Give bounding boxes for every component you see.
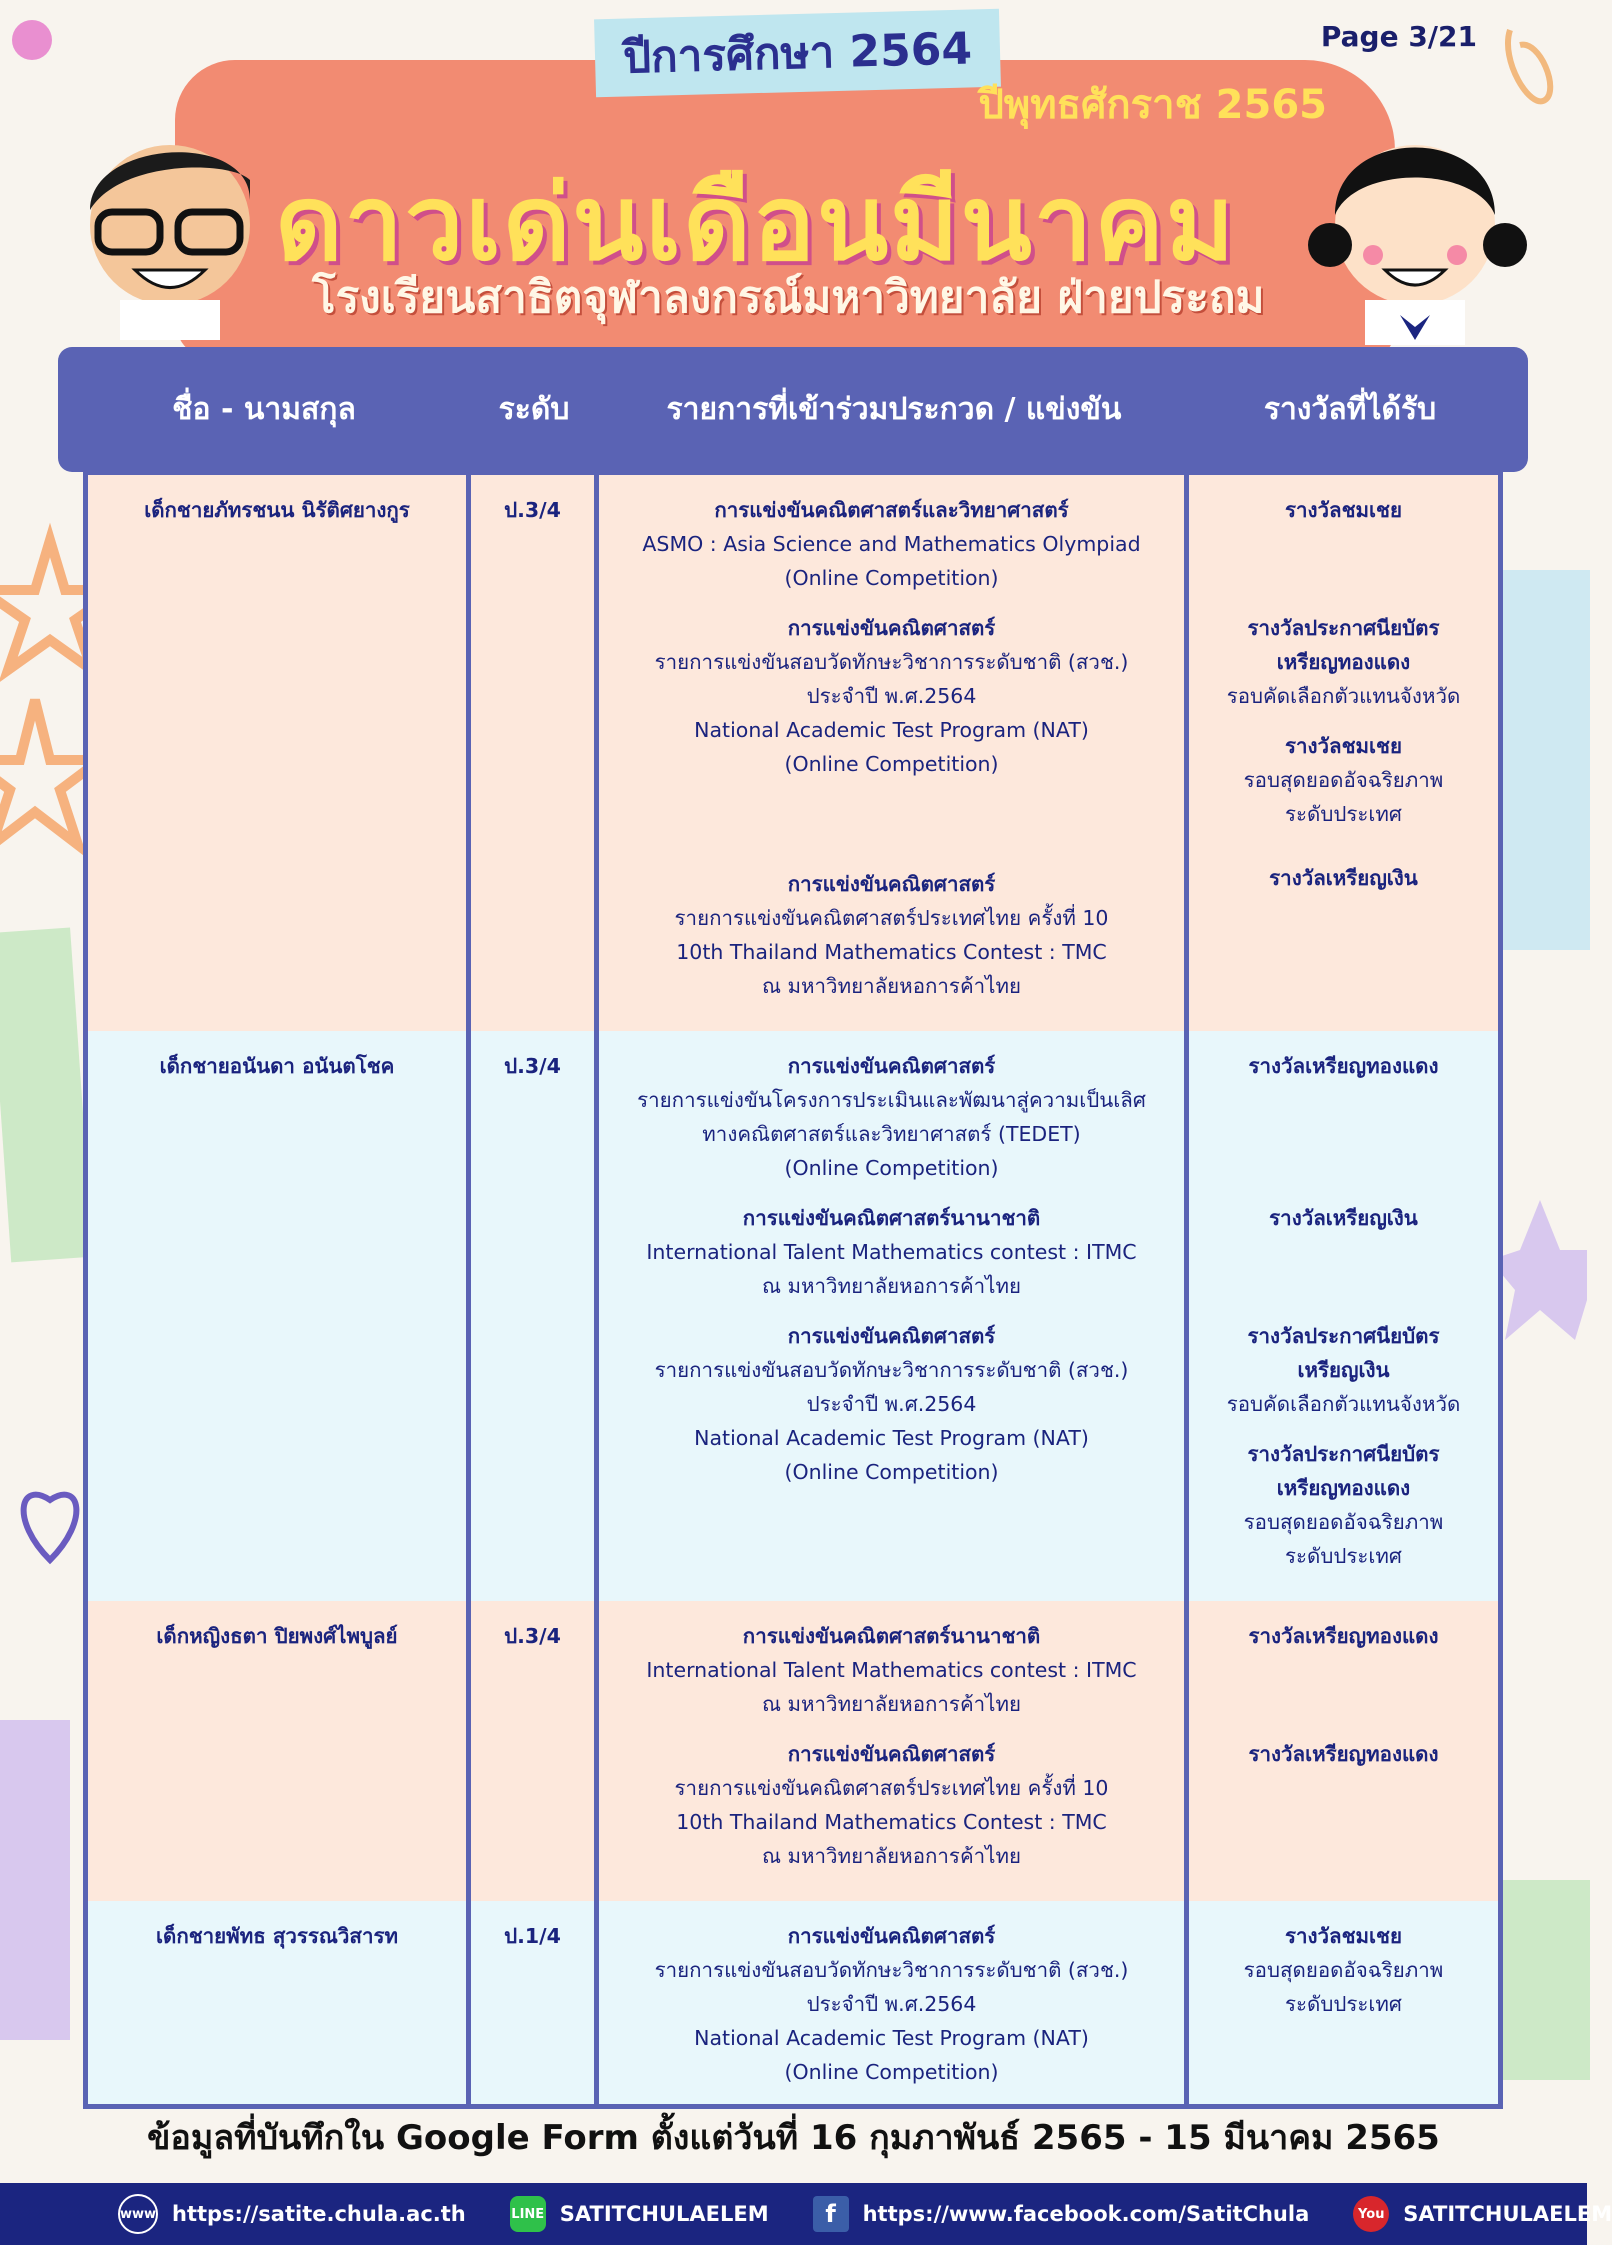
competition-cell bbox=[597, 1601, 1187, 1901]
student-name: เด็กชายพัทธ สุวรรณวิสารท bbox=[86, 1901, 469, 2106]
competition-cell bbox=[597, 473, 1187, 1032]
paper-decoration bbox=[1500, 1880, 1590, 2080]
website-link[interactable] bbox=[118, 2194, 466, 2234]
award-entry: รางวัลเหรียญทองแดง bbox=[1248, 1742, 1439, 1766]
globe-icon: www bbox=[118, 2194, 158, 2234]
student-name: เด็กชายภัทรชนน นิรัติศยางกูร bbox=[86, 473, 469, 1032]
facebook-icon: f bbox=[813, 2196, 849, 2232]
paper-decoration bbox=[1500, 570, 1590, 950]
award-cell bbox=[1187, 473, 1501, 1032]
award-entry: รางวัลประกาศนียบัตร เหรียญทองแดง รอบคัดเลือกตัวแทนจังหวัด bbox=[1226, 616, 1461, 708]
student-name: เด็กชายอนันดา อนันตโชค bbox=[86, 1031, 469, 1601]
table-row bbox=[86, 1031, 1501, 1601]
table-row bbox=[86, 1601, 1501, 1901]
facebook-url: https://www.facebook.com/SatitChula bbox=[862, 2202, 1310, 2226]
award-entry: รางวัลประกาศนียบัตร เหรียญเงิน รอบคัดเลือกตัวแทนจังหวัด bbox=[1226, 1324, 1461, 1416]
award-cell bbox=[1187, 1601, 1501, 1901]
page-number: Page 3/21 bbox=[1320, 20, 1477, 53]
line-account: SATITCHULAELEM bbox=[559, 2202, 769, 2226]
pushpin-decoration bbox=[12, 20, 52, 60]
competition-entry: การแข่งขันคณิตศาสตร์ รายการแข่งขันสอบวัดทักษะวิชาการระดับชาติ (สวช.) ประจำปี พ.ศ.2564 National Academic Test Program (NAT) (Online Competition) bbox=[654, 1324, 1129, 1484]
page-title: ดาวเด่นเดือนมีนาคม bbox=[275, 162, 1237, 284]
student-level: ป.3/4 bbox=[469, 1031, 597, 1601]
student-name: เด็กหญิงธตา ปิยพงศ์ไพบูลย์ bbox=[86, 1601, 469, 1901]
award-entry: รางวัลชมเชย รอบสุดยอดอัจฉริยภาพ ระดับประเทศ bbox=[1243, 1924, 1444, 2016]
competition-entry: การแข่งขันคณิตศาสตร์นานาชาติ International Talent Mathematics contest : ITMC ณ มหาวิทยาลัยหอการค้าไทย bbox=[646, 1624, 1137, 1716]
website-url: https://satite.chula.ac.th bbox=[172, 2202, 466, 2226]
student-level: ป.3/4 bbox=[469, 1601, 597, 1901]
award-entry: รางวัลเหรียญทองแดง bbox=[1248, 1624, 1439, 1648]
paper-decoration bbox=[0, 1720, 70, 2040]
competition-cell bbox=[597, 1901, 1187, 2106]
competition-entry: การแข่งขันคณิตศาสตร์นานาชาติ International Talent Mathematics contest : ITMC ณ มหาวิทยาลัยหอการค้าไทย bbox=[646, 1206, 1137, 1298]
heart-decoration bbox=[24, 1495, 77, 1560]
student-level: ป.1/4 bbox=[469, 1901, 597, 2106]
column-header-award: รางวัลที่ได้รับ bbox=[1263, 392, 1437, 427]
awards-table bbox=[83, 470, 1503, 2109]
award-entry: รางวัลเหรียญเงิน bbox=[1269, 1206, 1418, 1230]
competition-entry: การแข่งขันคณิตศาสตร์ รายการแข่งขันคณิตศาสตร์ประเทศไทย ครั้งที่ 10 10th Thailand Mathematics Contest : TMC ณ มหาวิทยาลัยหอการค้าไทย bbox=[674, 1742, 1109, 1868]
award-entry: รางวัลเหรียญทองแดง bbox=[1248, 1054, 1439, 1078]
youtube-link[interactable] bbox=[1353, 2196, 1612, 2232]
award-cell bbox=[1187, 1901, 1501, 2106]
star-decoration bbox=[1490, 1200, 1587, 1340]
student-level: ป.3/4 bbox=[469, 473, 597, 1032]
table-header bbox=[58, 347, 1528, 472]
youtube-icon: You bbox=[1353, 2196, 1389, 2232]
footer-bar bbox=[0, 2183, 1612, 2245]
competition-entry: การแข่งขันคณิตศาสตร์ รายการแข่งขันสอบวัดทักษะวิชาการระดับชาติ (สวช.) ประจำปี พ.ศ.2564 National Academic Test Program (NAT) (Online Competition) bbox=[654, 616, 1129, 776]
competition-cell bbox=[597, 1031, 1187, 1601]
paper-decoration bbox=[0, 927, 93, 1262]
table-row bbox=[86, 1901, 1501, 2106]
column-header-name: ชื่อ - นามสกุล bbox=[172, 392, 356, 427]
academic-year-tag: ปีการศึกษา 2564 bbox=[594, 9, 1001, 98]
facebook-link[interactable] bbox=[813, 2196, 1310, 2232]
competition-entry: การแข่งขันคณิตศาสตร์ รายการแข่งขันสอบวัดทักษะวิชาการระดับชาติ (สวช.) ประจำปี พ.ศ.2564 National Academic Test Program (NAT) (Online Competition) bbox=[654, 1924, 1129, 2084]
award-entry: รางวัลเหรียญเงิน bbox=[1269, 866, 1418, 890]
competition-entry: การแข่งขันคณิตศาสตร์ รายการแข่งขันโครงการประเมินและพัฒนาสู่ความเป็นเลิศ ทางคณิตศาสตร์และวิทยาศาสตร์ (TEDET) (Online Competition) bbox=[637, 1054, 1146, 1180]
competition-entry: การแข่งขันคณิตศาสตร์ รายการแข่งขันคณิตศาสตร์ประเทศไทย ครั้งที่ 10 10th Thailand Mathematics Contest : TMC ณ มหาวิทยาลัยหอการค้าไทย bbox=[674, 872, 1109, 998]
column-header-level: ระดับ bbox=[498, 392, 570, 427]
buddhist-year: ปีพุทธศักราช 2565 bbox=[978, 82, 1327, 128]
boy-illustration bbox=[60, 120, 280, 340]
award-cell bbox=[1187, 1031, 1501, 1601]
column-header-competition: รายการที่เข้าร่วมประกวด / แข่งขัน bbox=[666, 392, 1122, 427]
competition-entry: การแข่งขันคณิตศาสตร์และวิทยาศาสตร์ ASMO : Asia Science and Mathematics Olympiad (Online Competition) bbox=[642, 498, 1141, 590]
line-link[interactable] bbox=[510, 2196, 769, 2232]
youtube-account: SATITCHULAELEM bbox=[1403, 2202, 1612, 2226]
table-row bbox=[86, 473, 1501, 1032]
line-icon: LINE bbox=[510, 2196, 546, 2232]
award-entry: รางวัลชมเชย bbox=[1285, 498, 1402, 522]
paperclip-decoration bbox=[1508, 30, 1550, 101]
girl-illustration bbox=[1285, 105, 1545, 345]
school-subtitle: โรงเรียนสาธิตจุฬาลงกรณ์มหาวิทยาลัย ฝ่ายประถม bbox=[312, 272, 1265, 323]
award-entry: รางวัลประกาศนียบัตร เหรียญทองแดง รอบสุดยอดอัจฉริยภาพ ระดับประเทศ bbox=[1243, 1442, 1444, 1568]
award-entry: รางวัลชมเชย รอบสุดยอดอัจฉริยภาพ ระดับประเทศ bbox=[1243, 734, 1444, 826]
data-source-note: ข้อมูลที่บันทึกใน Google Form ตั้งแต่วันที่ 16 กุมภาพันธ์ 2565 - 15 มีนาคม 2565 bbox=[147, 2118, 1440, 2158]
